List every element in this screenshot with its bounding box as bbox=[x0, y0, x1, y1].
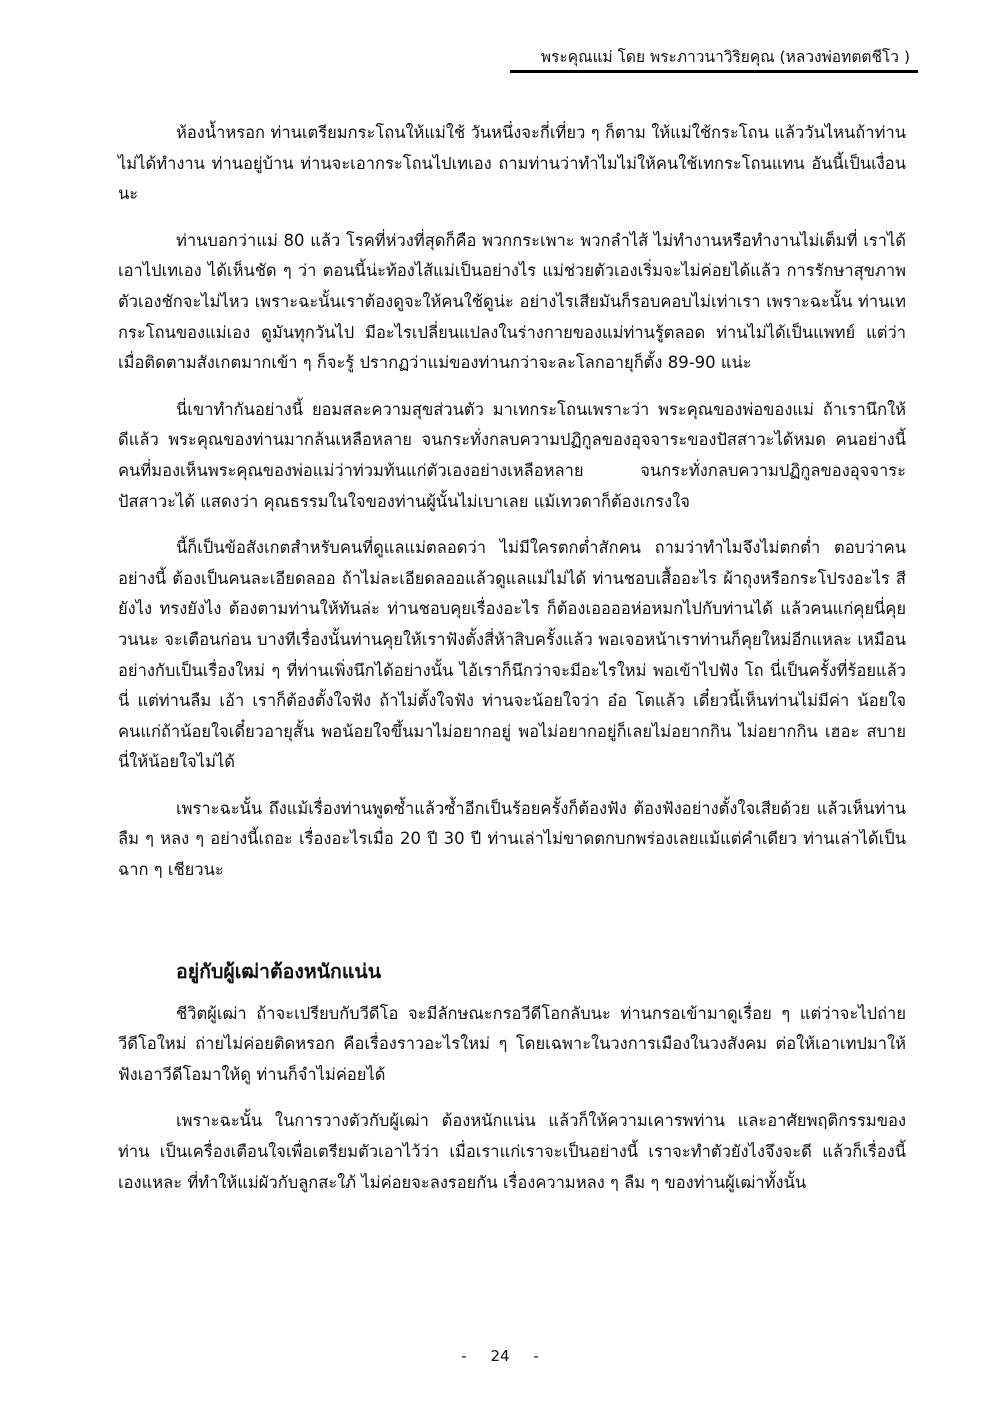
body-paragraph: เพราะฉะนั้น ถึงแม้เรื่องท่านพูดซ้ำแล้วซ้ำอีกเป็นร้อยครั้งก็ต้องฟัง ต้องฟังอย่างตั้งใจเสียด้วย แล้วเห็นท่านลืม ๆ หลง ๆ อย่างนี้เถอะ เรื่องอะไรเมื่อ 20 ปี 30 ปี ท่านเล่าไม่ขาดตกบกพร่องเลยแม้แต่คำเดียว ท่านเล่าได้เป็นฉาก ๆ เชียวนะ bbox=[118, 798, 906, 880]
page-body bbox=[118, 118, 906, 1214]
body-paragraph: นี่เขาทำกันอย่างนี้ ยอมสละความสุขส่วนตัว มาเทกระโถนเพราะว่า พระคุณของพ่อของแม่ ถ้าเรานึกให้ดีแล้ว พระคุณของท่านมากล้นเหลือหลาย จนกระทั่งกลบความปฏิกูลของอุจจาระของปัสสาวะได้หมด คนอย่างนี้ คนที่มองเห็นพระคุณของพ่อแม่ว่าท่วมท้นแก่ตัวเองอย่างเหลือหลาย จนกระทั่งกลบความปฏิกูลของอุจจาระปัสสาวะได้ แสดงว่า คุณธรรมในใจของท่านผู้นั้นไม่เบาเลย แม้เทวดาก็ต้องเกรงใจ bbox=[118, 399, 906, 511]
running-header: พระคุณแม่ โดย พระภาวนาวิริยคุณ (หลวงพ่อทตตชีโว ) bbox=[540, 48, 910, 66]
body-paragraph: ท่านบอกว่าแม่ 80 แล้ว โรคที่ห่วงที่สุดก็คือ พวกกระเพาะ พวกลำไส้ ไม่ทำงานหรือทำงานไม่เต็มที่ เราได้เอาไปเทเอง ได้เห็นชัด ๆ ว่า ตอนนี้น่ะท้องไส้แม่เป็นอย่างไร แม่ช่วยตัวเองเริ่มจะไม่ค่อยได้แล้ว การรักษาสุขภาพตัวเองชักจะไม่ไหว เพราะฉะนั้นเราต้องดูจะให้คนใช้ดูน่ะ อย่างไรเสียมันก็รอบคอบไม่เท่าเรา เพราะฉะนั้น ท่านเทกระโถนของแม่เอง ดูมันทุกวันไป มีอะไรเปลี่ยนแปลงในร่างกายของแม่ท่านรู้ตลอด ท่านไม่ได้เป็นแพทย์ แต่ว่าเมื่อติดตามสังเกตมากเข้า ๆ ก็จะรู้ ปรากฏว่าแม่ของท่านกว่าจะละโลกอายุก็ตั้ง 89-90 แน่ะ bbox=[118, 230, 906, 373]
body-paragraph: นี้ก็เป็นข้อสังเกตสำหรับคนที่ดูแลแม่ตลอดว่า ไม่มีใครตกต่ำสักคน ถามว่าทำไมจึงไม่ตกต่ำ ตอบว่าคนอย่างนี้ ต้องเป็นคนละเอียดลออ ถ้าไม่ละเอียดลออแล้วดูแลแม่ไม่ได้ ท่านชอบเสื้ออะไร ผ้าถุงหรือกระโปรงอะไร สียังไง ทรงยังไง ต้องตามท่านให้ทันล่ะ ท่านชอบคุยเรื่องอะไร ก็ต้องเออออห่อหมกไปกับท่านได้ แล้วคนแก่คุยนี่คุยวนนะ จะเตือนก่อน บางทีเรื่องนั้นท่านคุยให้เราฟังตั้งสี่ห้าสิบครั้งแล้ว พอเจอหน้าเราท่านก็คุยใหม่อีกแหละ เหมือนอย่างกับเป็นเรื่องใหม่ ๆ ที่ท่านเพิ่งนึกได้อย่างนั้น ไอ้เราก็นึกว่าจะมีอะไรใหม่ พอเข้าไปฟัง โถ นี่เป็นครั้งที่ร้อยแล้วนี่ แต่ท่านลืม เอ้า เราก็ต้องตั้งใจฟัง ถ้าไม่ตั้งใจฟัง ท่านจะน้อยใจว่า อ๋อ โตแล้ว เดี๋ยวนี้เห็นท่านไม่มีค่า น้อยใจ คนแก่ถ้าน้อยใจเดี๋ยวอายุสั้น พอน้อยใจขึ้นมาไม่อยากอยู่ พอไม่อยากอยู่ก็เลยไม่อยากกิน ไม่อยากกิน เฮอะ สบาย นี่ให้น้อยใจไม่ได้ bbox=[118, 538, 906, 772]
section-paragraph: ชีวิตผู้เฒ่า ถ้าจะเปรียบกับวีดีโอ จะมีลักษณะกรอวีดีโอกลับนะ ท่านกรอเข้ามาดูเรื่อย ๆ แต่ว่าจะไปถ่ายวีดีโอใหม่ ถ่ายไม่ค่อยติดหรอก คือเรื่องราวอะไรใหม่ ๆ โดยเฉพาะในวงการเมืองในวงสังคม ต่อให้เอาเทปมาให้ฟังเอาวีดีโอมาให้ดู ท่านก็จำไม่ค่อยได้ bbox=[118, 1003, 906, 1084]
section-heading: อยู่กับผู้เฒ่าต้องหนักแน่น bbox=[176, 959, 382, 983]
section-paragraph: เพราะฉะนั้น ในการวางตัวกับผู้เฒ่า ต้องหนักแน่น แล้วก็ให้ความเคารพท่าน และอาศัยพฤติกรรมของท่าน เป็นเครื่องเตือนใจเพื่อเตรียมตัวเอาไว้ว่า เมื่อเราแก่เราจะเป็นอย่างนี้ เราจะทำตัวยังไงจึงจะดี แล้วก็เรื่องนี้เองแหละ ที่ทำให้แม่ผัวกับลูกสะใภ้ ไม่ค่อยจะลงรอยกัน เรื่องความหลง ๆ ลืม ๆ ของท่านผู้เฒ่าทั้งนั้น bbox=[118, 1111, 906, 1192]
header-divider bbox=[510, 70, 918, 73]
page-number: - 24 - bbox=[461, 1347, 539, 1365]
body-paragraph: ห้องน้ำหรอก ท่านเตรียมกระโถนให้แม่ใช้ วันหนึ่งจะกี่เที่ยว ๆ ก็ตาม ให้แม่ใช้กระโถน แล้ววันไหนถ้าท่านไม่ได้ทำงาน ท่านอยู่บ้าน ท่านจะเอากระโถนไปเทเอง ถามท่านว่าทำไมไม่ให้คนใช้เทกระโถนแทน อันนี้เป็นเงื่อนนะ bbox=[118, 123, 906, 204]
